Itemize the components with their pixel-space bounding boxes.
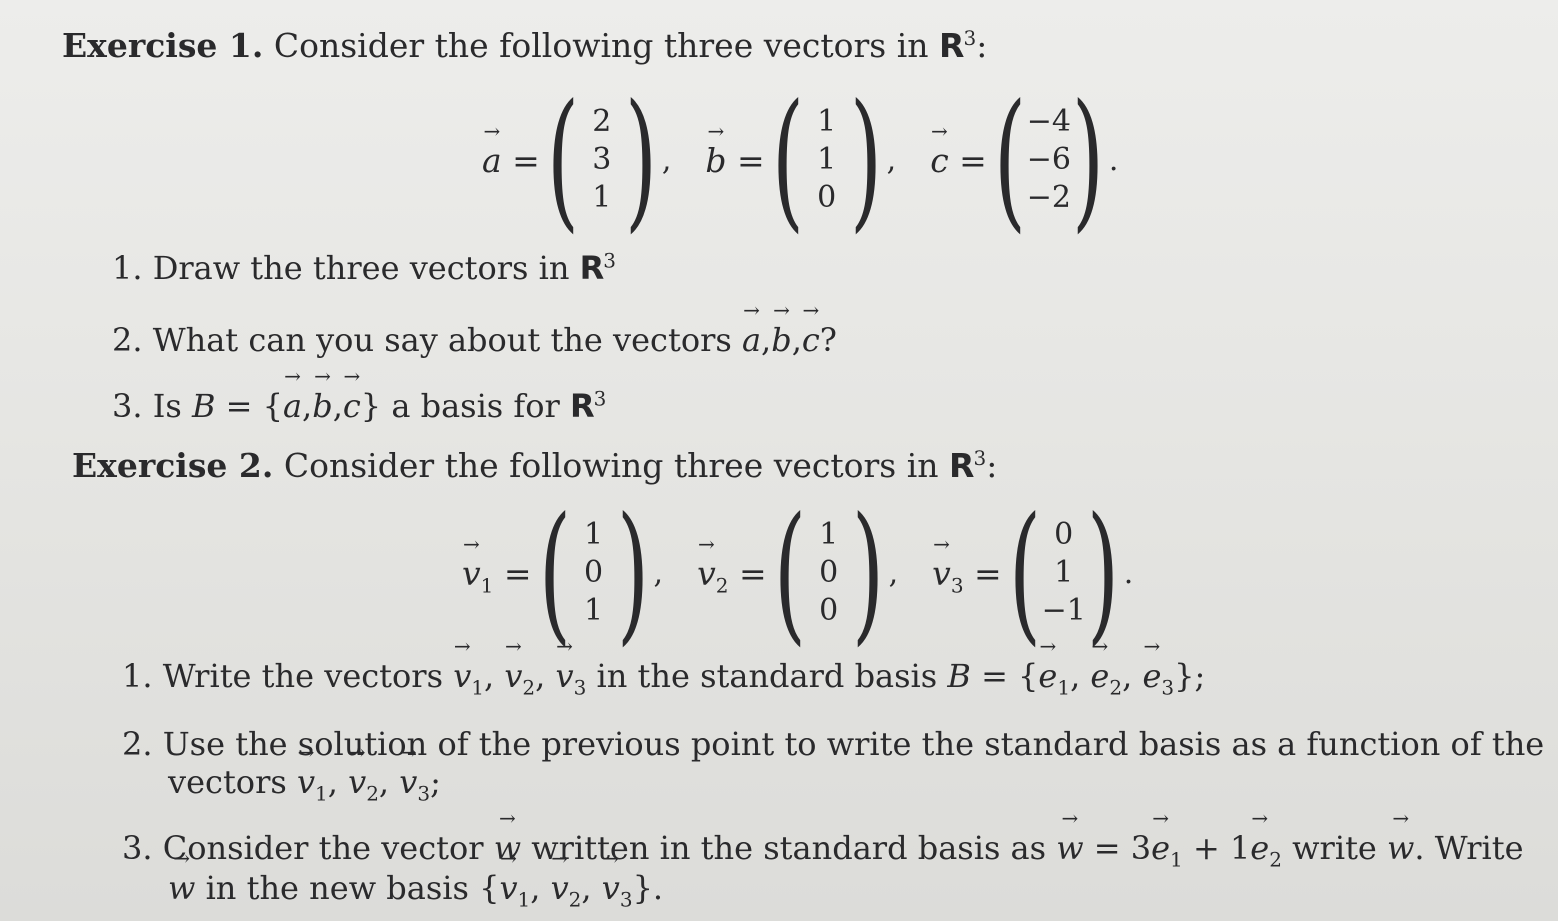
vector-v-symbol: → v: [499, 868, 517, 908]
vector-b-symbol: → b: [312, 386, 332, 426]
subscript: 3: [417, 781, 431, 806]
subscript: 1: [1170, 847, 1183, 872]
vector-w-symbol: → w: [1387, 828, 1414, 868]
separator: .: [1123, 555, 1134, 591]
item-number: 3.: [122, 829, 153, 867]
vector-a-symbol: → a: [283, 386, 302, 426]
vector-v-symbol: → v: [348, 762, 366, 802]
vector-v-symbol: → v: [399, 762, 417, 802]
exercise-1-heading: [62, 26, 987, 66]
separator: ,: [886, 142, 897, 178]
item-text: Is: [152, 387, 182, 425]
subscript: 3: [573, 675, 587, 700]
vector-b: → b = ( 1 1 0 ) ,: [705, 95, 896, 225]
vector-b-symbol: → b: [771, 320, 791, 360]
period: .: [652, 869, 664, 907]
vector-c-symbol: → c: [930, 141, 948, 180]
exercise-2-question-3: 3. Consider the vector → w written in the standard basis as → $w = 3\to e_1 + 1\to e_2$ write → w. Write: [122, 828, 1524, 868]
basis-e-symbol: → e: [1142, 656, 1161, 696]
exercise-2-question-2: [122, 724, 1544, 764]
field-power: 3: [973, 446, 987, 470]
vector-c-symbol: → c: [343, 386, 361, 426]
field-power: 3: [963, 26, 977, 50]
item-text: in the standard basis: [596, 657, 938, 695]
vector-w-symbol: → w: [168, 868, 195, 908]
vector-a-symbol: → a: [742, 320, 761, 360]
item-number: 2.: [122, 725, 153, 763]
vector-w-symbol: → w: [1056, 828, 1083, 868]
item-text: Consider the vector: [162, 829, 484, 867]
separator: ,: [653, 555, 664, 591]
exercise-2-label: Exercise 2.: [72, 446, 274, 485]
vector-v-symbol: → v: [556, 656, 574, 696]
vector-b-entries: [803, 103, 851, 217]
coefficient: 3: [1130, 829, 1152, 867]
entry: 1: [817, 104, 837, 139]
vector-c-symbol: → c: [802, 320, 820, 360]
real-field-symbol: R: [949, 446, 974, 485]
right-paren: ): [1086, 486, 1119, 660]
left-paren: (: [1008, 486, 1041, 660]
separator: ,: [888, 555, 899, 591]
item-text: write: [1292, 829, 1377, 867]
subscript: 2: [715, 573, 729, 598]
basis-e-symbol: → e: [1038, 656, 1057, 696]
exercise-1-question-1: [112, 248, 616, 288]
semicolon: ;: [1194, 657, 1206, 695]
vector-v-symbol: → v: [297, 762, 315, 802]
left-paren: (: [546, 73, 579, 247]
entry: 1: [583, 593, 604, 628]
exercise-2-question-2-continued: vectors → $v_1$, → $v_2$, → $v_3$;: [168, 762, 441, 802]
subscript: 1: [517, 887, 531, 912]
vector-v1: → $v_1$ = ( 1 0 1 ) ,: [462, 508, 663, 638]
entry: 0: [583, 555, 604, 590]
semicolon: ;: [430, 763, 441, 801]
vector-v3-entries: [1040, 516, 1088, 630]
item-number: 2.: [112, 321, 143, 359]
item-number: 3.: [112, 387, 143, 425]
subscript: 3: [619, 887, 633, 912]
basis-symbol: B: [191, 387, 216, 425]
left-paren: (: [993, 73, 1026, 247]
subscript: 1: [315, 781, 328, 806]
item-text: . Write: [1414, 829, 1524, 867]
vector-a-symbol: → a: [482, 141, 502, 180]
field-power: 3: [603, 248, 617, 273]
subscript: 3: [950, 573, 964, 598]
entry: −6: [1026, 142, 1071, 177]
basis-e-symbol: → e: [1250, 828, 1269, 868]
left-paren: (: [538, 486, 571, 660]
item-text: Write the vectors: [162, 657, 444, 695]
subscript: 3: [1161, 675, 1175, 700]
left-paren: (: [771, 73, 804, 247]
subscript: 1: [1057, 675, 1071, 700]
separator: .: [1108, 142, 1119, 178]
exercise-2-heading: [72, 446, 997, 486]
vector-w-symbol: → w: [494, 828, 521, 868]
entry: 0: [819, 593, 839, 628]
basis-e-symbol: → e: [1151, 828, 1170, 868]
basis-e-symbol: → e: [1090, 656, 1109, 696]
right-paren: ): [616, 486, 649, 660]
right-paren: ): [624, 73, 657, 247]
right-paren: ): [851, 486, 884, 660]
exercise-1-vectors: [482, 73, 1152, 247]
subscript: 2: [568, 887, 582, 912]
entry: 3: [592, 142, 612, 177]
basis-symbol: B: [947, 657, 971, 695]
item-number: 1.: [122, 657, 153, 695]
entry: 2: [592, 104, 612, 139]
subscript: 2: [522, 675, 536, 700]
exercise-1-question-2: 2. What can you say about the vectors → a,→ b,→ c?: [112, 320, 837, 360]
item-text: vectors: [168, 763, 287, 801]
exercise-1-intro: Consider the following three vectors in: [273, 26, 929, 65]
vector-b-symbol: → b: [705, 141, 726, 180]
item-text: written in the standard basis as: [531, 829, 1047, 867]
real-field-symbol: R: [939, 26, 964, 65]
vector-c-entries: [1025, 103, 1073, 217]
entry: 0: [817, 180, 837, 215]
item-text: Use the solution of the previous point to write the standard basis as a function of the: [162, 725, 1545, 763]
entry: 1: [583, 517, 604, 552]
subscript: 1: [471, 675, 484, 700]
vector-v2-entries: [805, 516, 853, 630]
subscript: 2: [1109, 675, 1123, 700]
real-field-symbol: R: [579, 249, 604, 287]
vector-v3: → $v_3$ = ( 0 1 −1 ) .: [932, 508, 1133, 638]
item-number: 1.: [112, 249, 143, 287]
plus-sign: +: [1192, 829, 1220, 867]
vector-v-symbol: → v: [504, 656, 522, 696]
field-power: 3: [593, 386, 607, 411]
subscript: 2: [1269, 847, 1282, 872]
entry: 1: [819, 517, 839, 552]
subscript: 1: [480, 573, 494, 598]
entry: 1: [817, 142, 837, 177]
vector-v-symbol: → v: [453, 656, 471, 696]
entry: −1: [1041, 593, 1086, 628]
vector-v-symbol: → v: [462, 554, 481, 593]
entry: 0: [1054, 517, 1074, 552]
question-mark: ?: [819, 321, 837, 359]
item-text: in the new basis: [205, 869, 469, 907]
vector-v2: → $v_2$ = ( 1 0 0 ) ,: [697, 508, 898, 638]
vector-v-symbol: → v: [602, 868, 620, 908]
colon: :: [986, 446, 998, 485]
vector-v1-entries: [570, 516, 618, 630]
right-paren: ): [1071, 73, 1104, 247]
entry: −4: [1026, 104, 1071, 139]
exercise-2-question-1: 1. Write the vectors → $v_1$, → $v_2$, → $v_3$ in the standard basis B = {→ $e_1$, → $e_2$, → $e_3$};: [122, 656, 1205, 696]
exercise-1-question-3: 3. Is B = {→ a,→ b,→ c} a basis for $R^3$: [112, 386, 606, 426]
exercise-1-label: Exercise 1.: [62, 26, 264, 65]
equals-sign: =: [225, 387, 253, 425]
exercise-2-vectors: [462, 486, 1167, 660]
vector-v-symbol: → v: [932, 554, 951, 593]
subscript: 2: [366, 781, 379, 806]
item-text: What can you say about the vectors: [152, 321, 732, 359]
coefficient: 1: [1229, 829, 1251, 867]
vector-a-entries: [578, 103, 626, 217]
vector-c: → c = ( −4 −6 −2 ) .: [930, 95, 1118, 225]
colon: :: [976, 26, 988, 65]
entry: 0: [819, 555, 839, 590]
exercise-2-intro: Consider the following three vectors in: [283, 446, 939, 485]
exercise-2-question-3-continued: → w in the new basis {→ $v_1$, → $v_2$, → $v_3$}.: [168, 868, 663, 908]
vector-v-symbol: → v: [551, 868, 569, 908]
vector-v-symbol: → v: [697, 554, 716, 593]
entry: −2: [1026, 180, 1071, 215]
real-field-symbol: R: [569, 387, 594, 425]
item-text: a basis for: [391, 387, 560, 425]
left-paren: (: [773, 486, 806, 660]
separator: ,: [661, 142, 672, 178]
entry: 1: [1054, 555, 1074, 590]
vector-a: → a = ( 2 3 1 ) ,: [482, 95, 671, 225]
entry: 1: [592, 180, 612, 215]
right-paren: ): [849, 73, 882, 247]
item-text: Draw the three vectors in: [152, 249, 570, 287]
